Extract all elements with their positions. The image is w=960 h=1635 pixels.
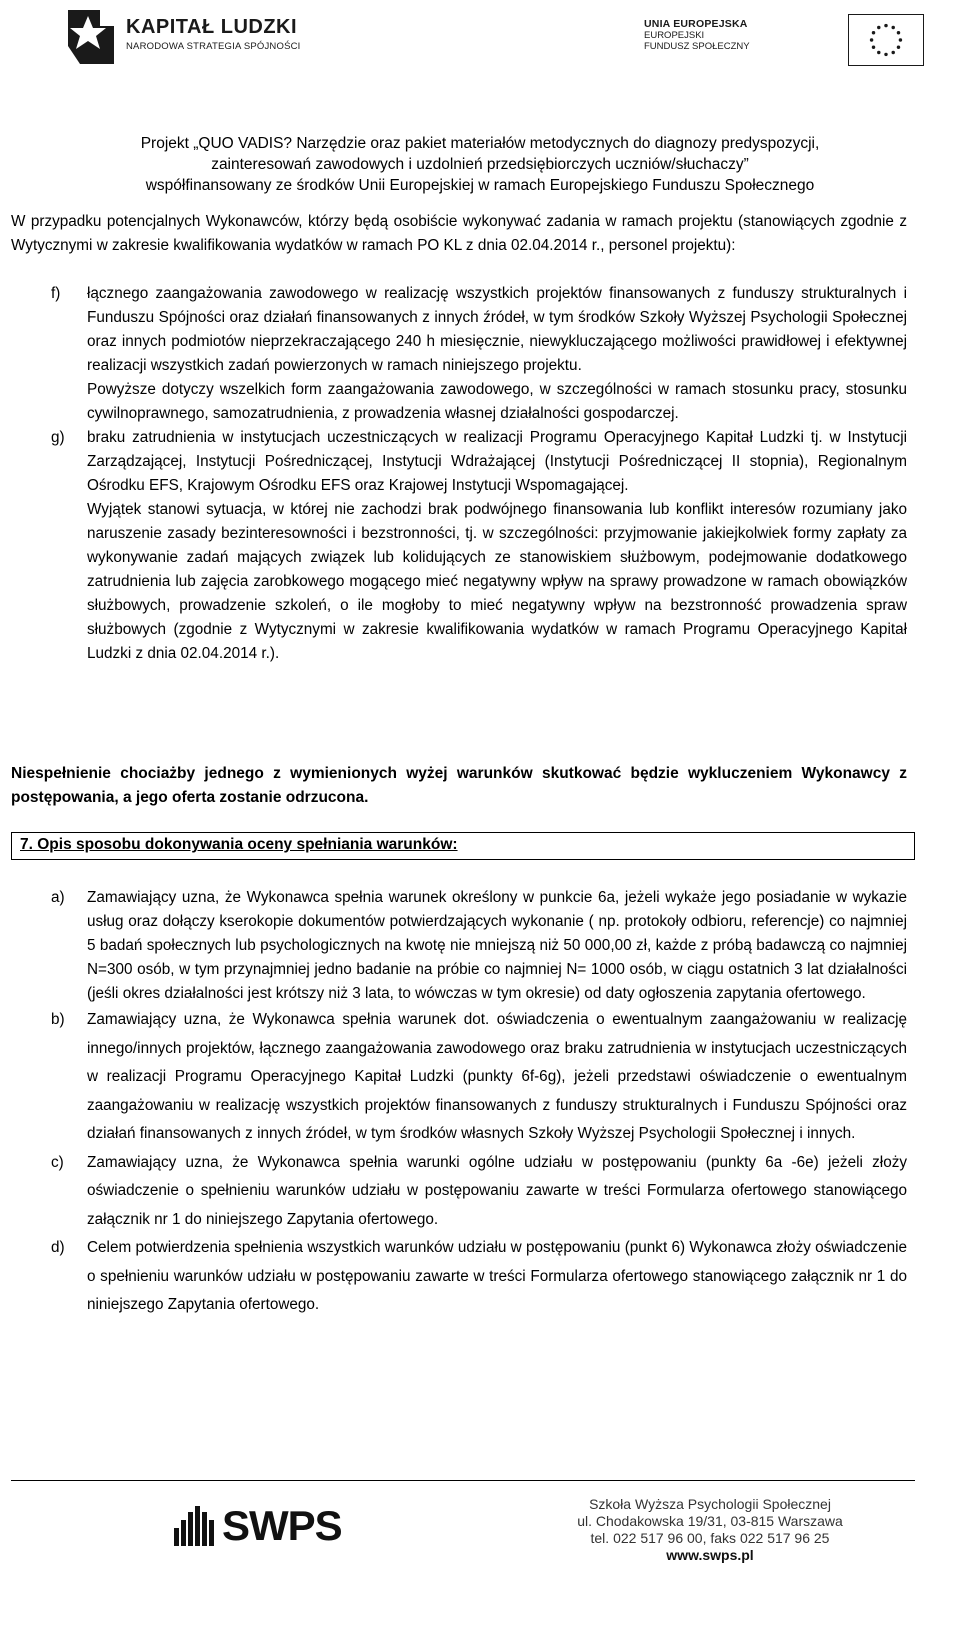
footer-divider xyxy=(11,1480,915,1481)
conditions-list xyxy=(11,282,907,666)
eu-star-icon xyxy=(877,26,880,29)
eu-flag-icon xyxy=(848,14,924,66)
list-item xyxy=(11,1006,907,1149)
kapital-ludzki-logo xyxy=(60,6,310,70)
eu-star-icon xyxy=(899,38,902,41)
assessment-a-text: Zamawiający uzna, że Wykonawca spełnia warunek określony w punkcie 6a, jeżeli wykaże jego posiadanie w wykazie usług oraz dołączy kserokopie dokumentów potwierdzających wykonanie ( np. protokoły odbioru, referencje) co najmniej 5 badań społecznych lub psychologicznych na kwotę nie mniejszą niż 50 000,00 zł, każde z próbą badawczą co najmniej N=300 osób, w tym przynajmniej jedno badanie na próbie co najmniej N= 1000 osób, w ciągu ostatnich 3 lat działalności (jeśli okres działalności jest krótszy niż 3 lata, to wówczas w tym okresie) od daty ogłoszenia zapytania ofertowego. xyxy=(87,889,907,1002)
footer-website-link[interactable]: www.swps.pl xyxy=(666,1547,754,1563)
condition-g-exception: Wyjątek stanowi sytuacja, w której nie zachodzi brak podwójnego finansowania lub konflikt interesów rozumiany jako naruszenie zasady bezinteresowności i bezstronności, tj. w szczególności: przyjmowanie jakiejkolwiek formy zapłaty za wykonywanie zadań mających związek lub kolidujących ze stanowiskiem służbowym, podejmowanie dodatkowego zatrudnienia lub zajęcia zarobkowego mogącego mieć negatywny wpływ na sprawy prowadzone w ramach obowiązków służbowych, prowadzenie szkoleń, o ile mogłoby to mieć negatywny wpływ na bezstronność prowadzenia spraw służbowych (zgodnie z Wytycznymi w zakresie kwalifikowania wydatków w ramach Programu Operacyjnego Kapitał Ludzki z dnia 02.04.2014 r.). xyxy=(87,501,907,662)
eu-line1: UNIA EUROPEJSKA xyxy=(644,18,748,30)
exclusion-warning: Niespełnienie chociażby jednego z wymienionych wyżej warunków skutkować będzie wykluczeniem Wykonawcy z postępowania, a jego oferta zostanie odrzucona. xyxy=(11,765,907,806)
kl-subtitle: NARODOWA STRATEGIA SPÓJNOŚCI xyxy=(126,41,301,52)
footer-contact xyxy=(520,1496,900,1564)
swps-logo xyxy=(170,1498,342,1555)
kapital-ludzki-wordmark xyxy=(126,16,301,52)
assessment-b-text: Zamawiający uzna, że Wykonawca spełnia warunek dot. oświadczenia o ewentualnym zaangażowaniu w realizację innego/innych projektów, łącznego zaangażowania zawodowego oraz braku zatrudnienia w instytucjach uczestniczących w realizacji Programu Operacyjnego Kapitał Ludzki (punkty 6f-6g), jeżeli przedstawi oświadczenie o ewentualnym zaangażowaniu w realizację wszystkich projektów finansowanych z funduszy strukturalnych i Funduszu Spójności oraz działań finansowanych z innych źródeł, w tym środków własnych Szkoły Wyższej Psychologii Społecznej i innych. xyxy=(87,1011,907,1142)
project-line-1: Projekt „QUO VADIS? Narzędzie oraz pakiet materiałów metodycznych do diagnozy predyspozycji, xyxy=(140,135,820,152)
assessment-d-text: Celem potwierdzenia spełnienia wszystkich warunków udziału w postępowaniu (punkt 6) Wykonawca złoży oświadczenie o spełnieniu warunków udziału w postępowaniu zawarte w treści Formularza ofertowego stanowiącego załącznik nr 1 do niniejszego Zapytania ofertowego. xyxy=(87,1239,907,1313)
project-line-2: zainteresowań zawodowych i uzdolnień przedsiębiorczych uczniów/słuchaczy” xyxy=(211,156,749,173)
list-item xyxy=(11,282,907,426)
swps-emblem-icon xyxy=(170,1498,218,1550)
eu-wordmark xyxy=(644,18,814,52)
eu-line2: EUROPEJSKI xyxy=(644,30,705,41)
list-marker: f) xyxy=(51,285,61,302)
list-item xyxy=(11,1234,907,1320)
eu-star-icon xyxy=(891,51,894,54)
eu-star-icon xyxy=(870,38,873,41)
eu-star-icon xyxy=(891,26,894,29)
list-marker: b) xyxy=(51,1011,65,1028)
eu-star-icon xyxy=(897,31,900,34)
footer-phone: tel. 022 517 96 00, faks 022 517 96 25 xyxy=(590,1530,830,1546)
swps-wordmark: SWPS xyxy=(222,1502,342,1549)
eu-star-icon xyxy=(897,45,900,48)
section-7-title: 7. Opis sposobu dokonywania oceny spełniania warunków: xyxy=(20,836,458,853)
list-item xyxy=(11,886,907,1006)
list-item xyxy=(11,426,907,666)
intro-paragraph: W przypadku potencjalnych Wykonawców, którzy będą osobiście wykonywać zadania w ramach projektu (stanowiących zgodnie z Wytycznymi w zakresie kwalifikowania wydatków w ramach PO KL z dnia 02.04.2014 r., personel projektu): xyxy=(11,213,907,254)
list-marker: a) xyxy=(51,889,65,906)
list-marker: c) xyxy=(51,1153,64,1171)
list-marker: g) xyxy=(51,429,65,446)
assessment-c-text: Zamawiający uzna, że Wykonawca spełnia warunki ogólne udziału w postępowaniu (punkty 6a -6e) jeżeli złoży oświadczenie o spełnieniu warunków udziału w postępowaniu zawarte w treści Formularza ofertowego stanowiącego załącznik nr 1 do niniejszego Zapytania ofertowego. xyxy=(87,1153,907,1228)
kapital-ludzki-emblem-icon xyxy=(60,6,118,68)
eu-star-icon xyxy=(884,53,887,56)
section-7-heading-box xyxy=(11,832,915,860)
eu-star-icon xyxy=(884,24,887,27)
project-header xyxy=(40,133,920,196)
eu-star-icon xyxy=(872,45,875,48)
eu-line3: FUNDUSZ SPOŁECZNY xyxy=(644,41,750,52)
eu-star-icon xyxy=(872,31,875,34)
footer-address: ul. Chodakowska 19/31, 03-815 Warszawa xyxy=(577,1513,843,1529)
condition-f-note: Powyższe dotyczy wszelkich form zaangażowania zawodowego, w szczególności w ramach stosunku pracy, stosunku cywilnoprawnego, samozatrudnienia, z prowadzenia własnej działalności gospodarczej. xyxy=(87,381,907,422)
assessment-list xyxy=(11,886,907,1320)
list-marker: d) xyxy=(51,1239,65,1256)
kl-title: KAPITAŁ LUDZKI xyxy=(126,16,298,38)
condition-g-text: braku zatrudnienia w instytucjach uczestniczących w realizacji Programu Operacyjnego Kapitał Ludzki tj. w Instytucji Zarządzającej, Instytucji Pośredniczącej, Instytucji Wdrażającej (Instytucji Pośredniczącej II stopnia), Regionalnym Ośrodku EFS, Krajowym Ośrodku EFS oraz Krajowej Instytucji Wspomagającej. xyxy=(87,429,907,494)
footer-school: Szkoła Wyższa Psychologii Społecznej xyxy=(589,1496,831,1512)
eu-star-icon xyxy=(877,51,880,54)
eu-logo xyxy=(644,14,924,64)
list-item xyxy=(11,1149,907,1235)
project-line-3: współfinansowany ze środków Unii Europejskiej w ramach Europejskiego Funduszu Społecznego xyxy=(145,177,815,194)
condition-f-text: łącznego zaangażowania zawodowego w realizację wszystkich projektów finansowanych z funduszy strukturalnych i Funduszu Spójności oraz działań finansowanych z innych źródeł, w tym środków Szkoły Wyższej Psychologii Społecznej oraz innych podmiotów nieprzekraczającego 240 h miesięcznie, niewykluczającego możliwości prawidłowej i efektywnej realizacji wszystkich zadań powierzonych w ramach niniejszego projektu. xyxy=(87,285,907,374)
